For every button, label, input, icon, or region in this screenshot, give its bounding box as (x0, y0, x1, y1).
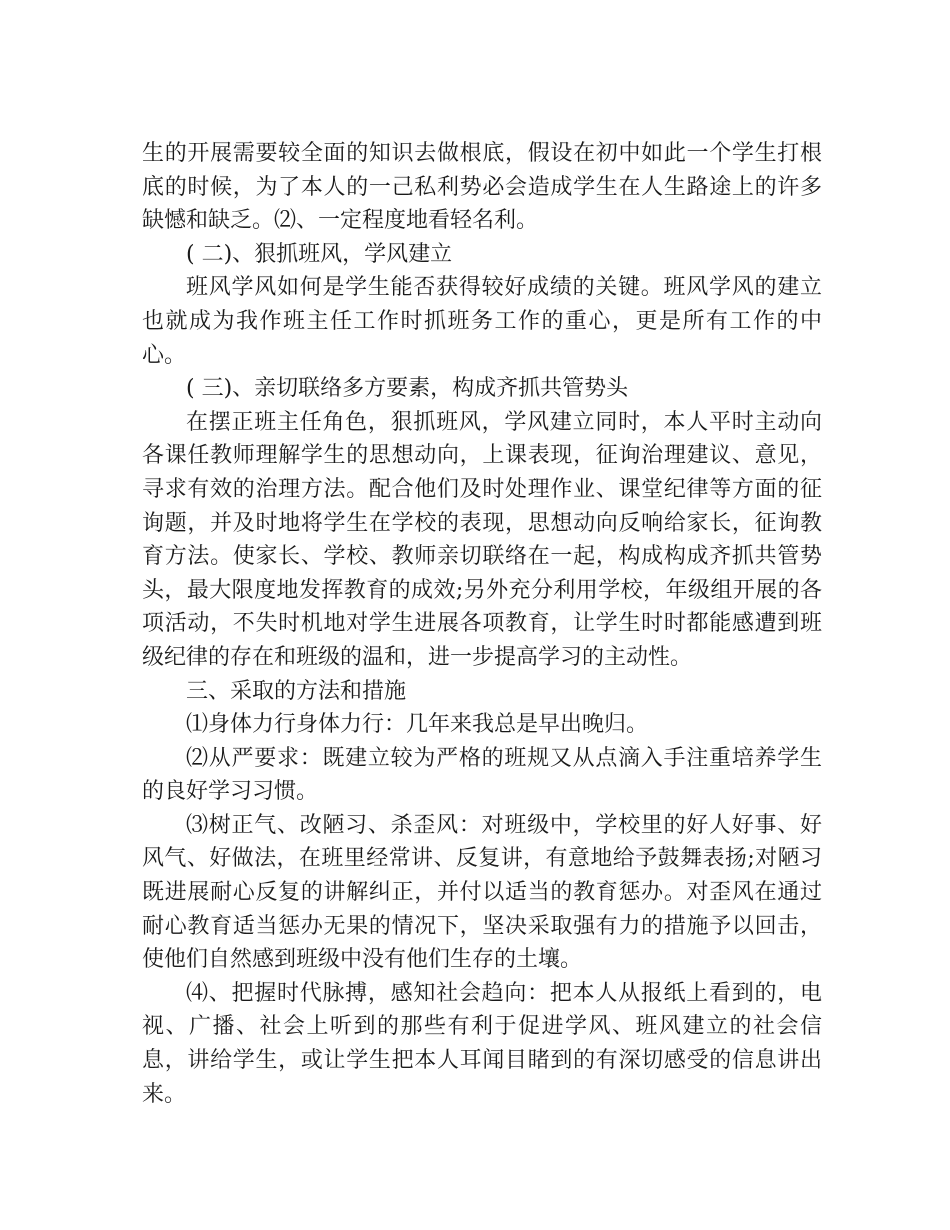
heading-section-3: ( 三)、亲切联络多方要素，构成齐抓共管势头 (186, 376, 629, 402)
paragraph-continuation: 生的开展需要较全面的知识去做根底，假设在初中如此一个学生打根底的时候，为了本人的一己私利势必会造成学生在人生路途上的许多缺憾和缺乏。⑵、一定程度地看轻名利。 (142, 141, 822, 234)
list-item-3: ⑶树正气、改陋习、杀歪风：对班级中，学校里的好人好事、好风气、好做法，在班里经常讲、反复讲，有意地给予鼓舞表扬;对陋习既进展耐心反复的讲解纠正，并付以适当的教育惩办。对歪风在通过耐心教育适当惩办无果的情况下，坚决采取强有力的措施予以回击，使他们自然感到班级中没有他们生存的土壤。 (142, 812, 822, 973)
paragraph-class-style: 班风学风如何是学生能否获得较好成绩的关键。班风学风的建立也就成为我作班主任工作时抓班务工作的重心，更是所有工作的中心。 (142, 275, 822, 368)
document-page (142, 137, 822, 1111)
list-item-1: ⑴身体力行身体力行：几年来我总是早出晚归。 (186, 712, 649, 738)
heading-section-2: ( 二)、狠抓班风，学风建立 (186, 241, 453, 267)
list-item-2: ⑵从严要求：既建立较为严格的班规又从点滴入手注重培养学生的良好学习习惯。 (142, 745, 822, 805)
heading-methods: 三、采取的方法和措施 (186, 678, 407, 704)
paragraph-coordination: 在摆正班主任角色，狠抓班风，学风建立同时，本人平时主动向各课任教师理解学生的思想动向，上课表现，征询治理建议、意见，寻求有效的治理方法。配合他们及时处理作业、课堂纪律等方面的征询题，并及时地将学生在学校的表现，思想动向反响给家长，征询教育方法。使家长、学校、教师亲切联络在一起，构成构成齐抓共管势头，最大限度地发挥教育的成效;另外充分利用学校，年级组开展的各项活动，不失时机地对学生进展各项教育，让学生时时都能感遭到班级纪律的存在和班级的温和，进一步提高学习的主动性。 (142, 409, 822, 670)
list-item-4: ⑷、把握时代脉搏，感知社会趋向：把本人从报纸上看到的，电视、广播、社会上听到的那些有利于促进学风、班风建立的社会信息，讲给学生，或让学生把本人耳闻目睹到的有深切感受的信息讲出来。 (142, 980, 822, 1107)
